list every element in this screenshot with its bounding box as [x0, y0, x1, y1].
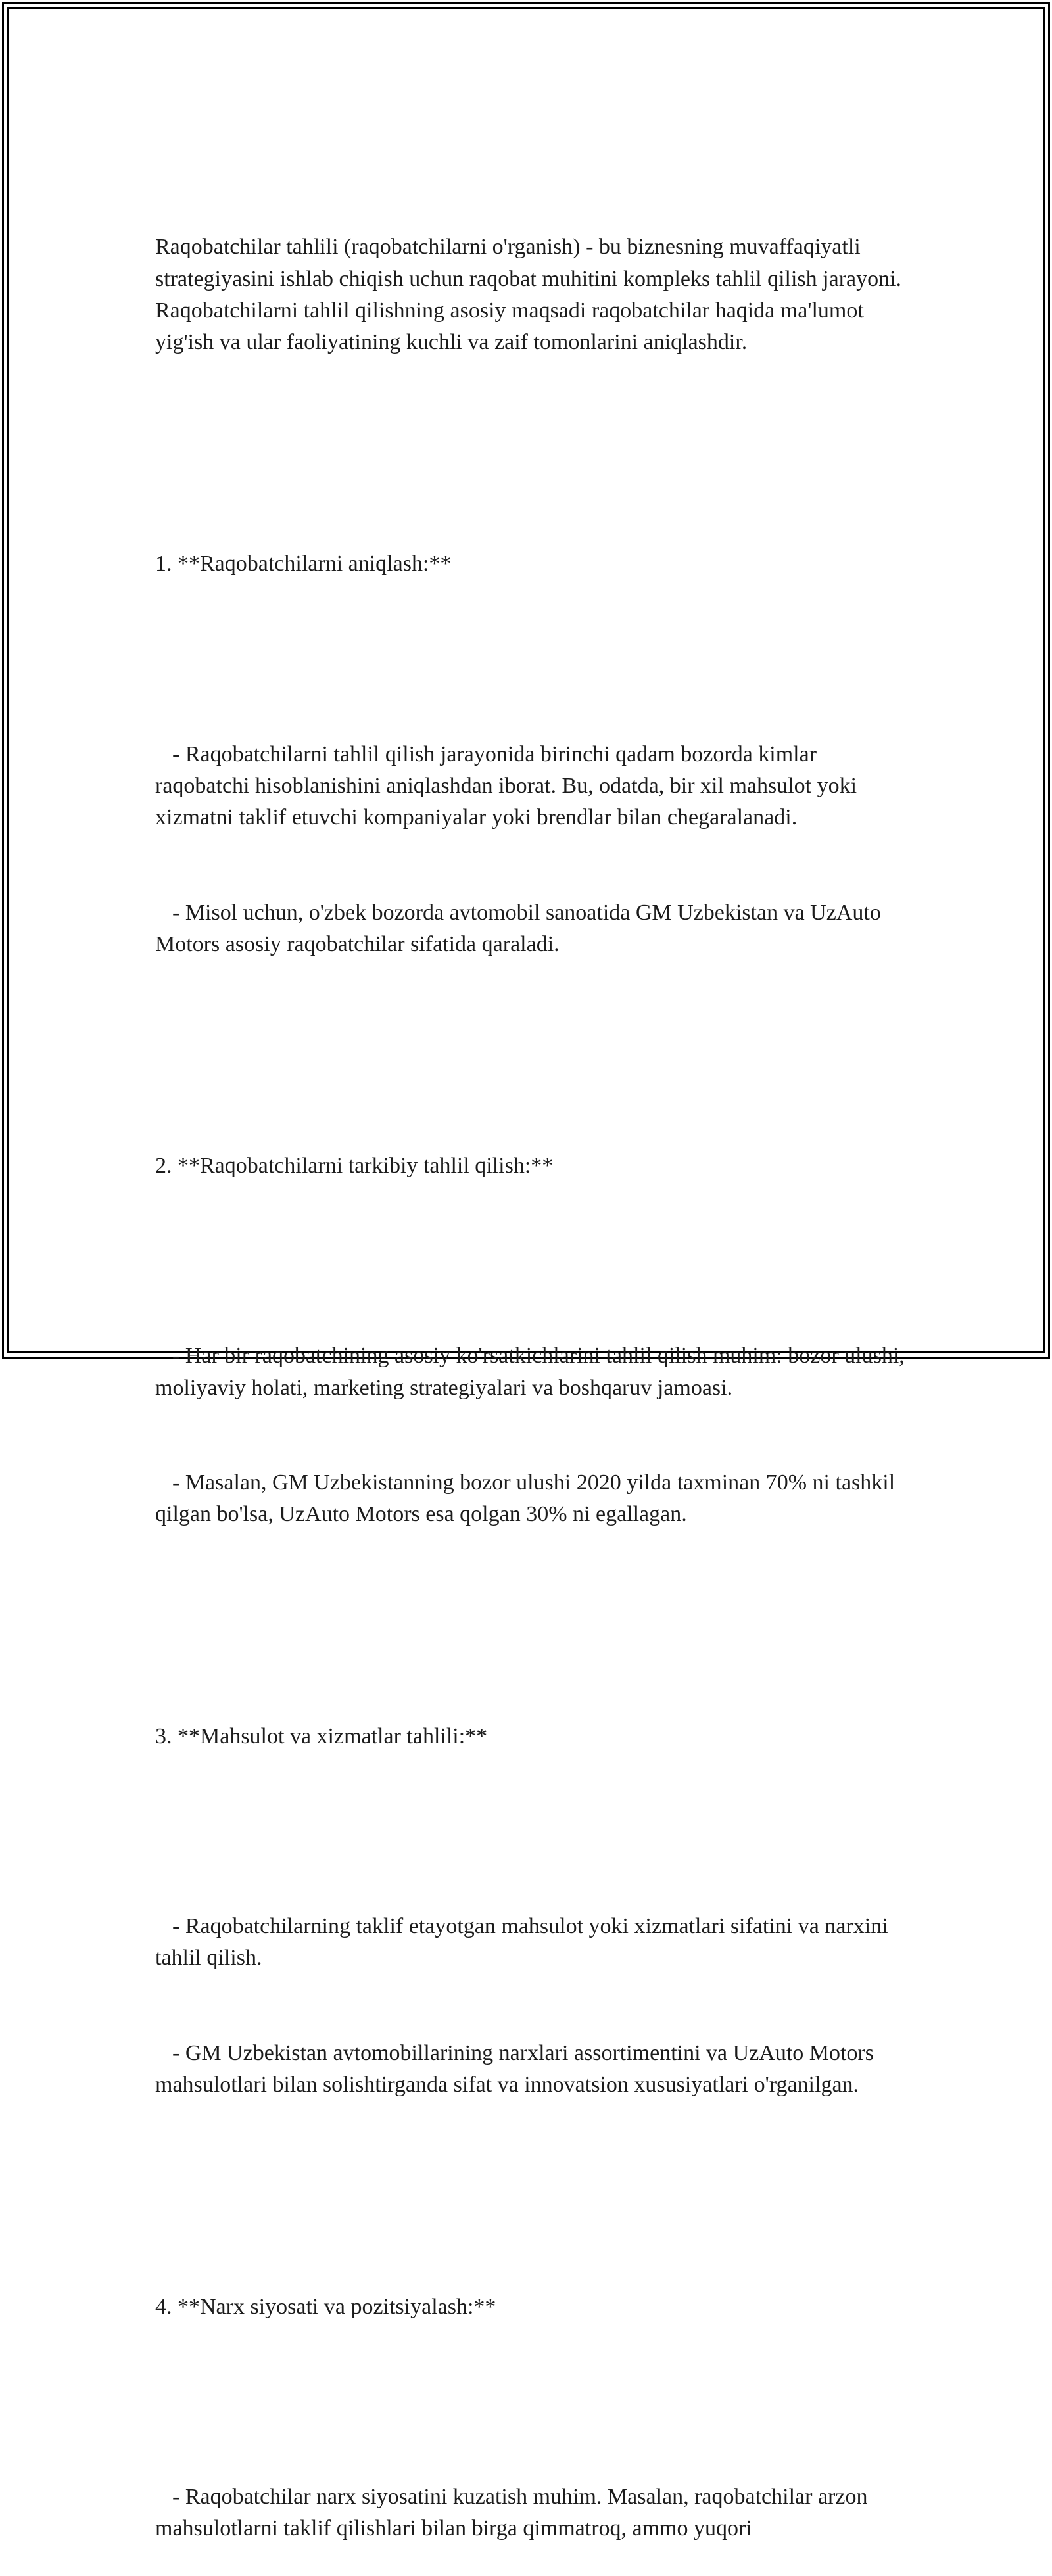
intro-paragraph: Raqobatchilar tahlili (raqobatchilarni o'rganish) - bu biznesning muvaffaqiyatli strategiyasini ishlab chiqish uchun raqobat muhitini kompleks tahlil qilish jarayoni. Raqobatchilarni tahlil qilishning asosiy maqsadi raqobatchilar haqida ma'lumot yig'ish va ular faoliyatining kuchli va zaif tomonlarini aniqlashdir. — [155, 235, 907, 355]
section-heading-3: 3. **Mahsulot va xizmatlar tahlili:** — [155, 1723, 488, 1748]
spacer — [155, 2165, 911, 2196]
document-body — [155, 168, 911, 2576]
spacer — [155, 2386, 911, 2418]
section-heading-2: 2. **Raqobatchilarni tarkibiy tahlil qilish:** — [155, 1154, 554, 1179]
section-2-item-2: - Masalan, GM Uzbekistanning bozor ulushi 2020 yilda taxminan 70% ni tashkil qilgan bo'lsa, UzAuto Motors esa qolgan 30% ni egallagan. — [155, 1470, 901, 1527]
spacer — [155, 1594, 911, 1626]
section-1-item-2: - Misol uchun, o'zbek bozorda avtomobil sanoatida GM Uzbekistan va UzAuto Motors asosiy raqobatchilar sifatida qaraladi. — [155, 900, 887, 956]
spacer — [155, 644, 911, 675]
section-2-item-1: - Har bir raqobatchining asosiy ko'rsatkichlarini tahlil qilish muhim: bozor ulushi, moliyaviy holati, marketing strategiyalari va boshqaruv jamoasi. — [155, 1344, 911, 1400]
section-3-item-2: - GM Uzbekistan avtomobillarining narxlari assortimentini va UzAuto Motors mahsulotlari bilan solishtirganda sifat va innovatsion xususiyatlari o'rganilgan. — [155, 2040, 880, 2097]
spacer — [155, 1023, 911, 1055]
spacer — [155, 1815, 911, 1847]
section-3-item-1: - Raqobatchilarning taklif etayotgan mahsulot yoki xizmatlari sifatini va narxini tahlil qilish. — [155, 1914, 894, 1971]
section-heading-1: 1. **Raqobatchilarni aniqlash:** — [155, 551, 452, 576]
section-heading-4: 4. **Narx siyosati va pozitsiyalash:** — [155, 2294, 496, 2319]
spacer — [155, 1246, 911, 1277]
spacer — [155, 422, 911, 454]
section-4-item-1: - Raqobatchilar narx siyosatini kuzatish muhim. Masalan, raqobatchilar arzon mahsulotlarni taklif qilishlari bilan birga qimmatroq, ammo yuqori — [155, 2484, 873, 2541]
section-1-item-1: - Raqobatchilarni tahlil qilish jarayonida birinchi qadam bozorda kimlar raqobatchi hisoblanishini aniqlashdan iborat. Bu, odatda, bir xil mahsulot yoki xizmatni taklif etuvchi kompaniyalar yoki brendlar bilan chegaralanadi. — [155, 741, 863, 830]
